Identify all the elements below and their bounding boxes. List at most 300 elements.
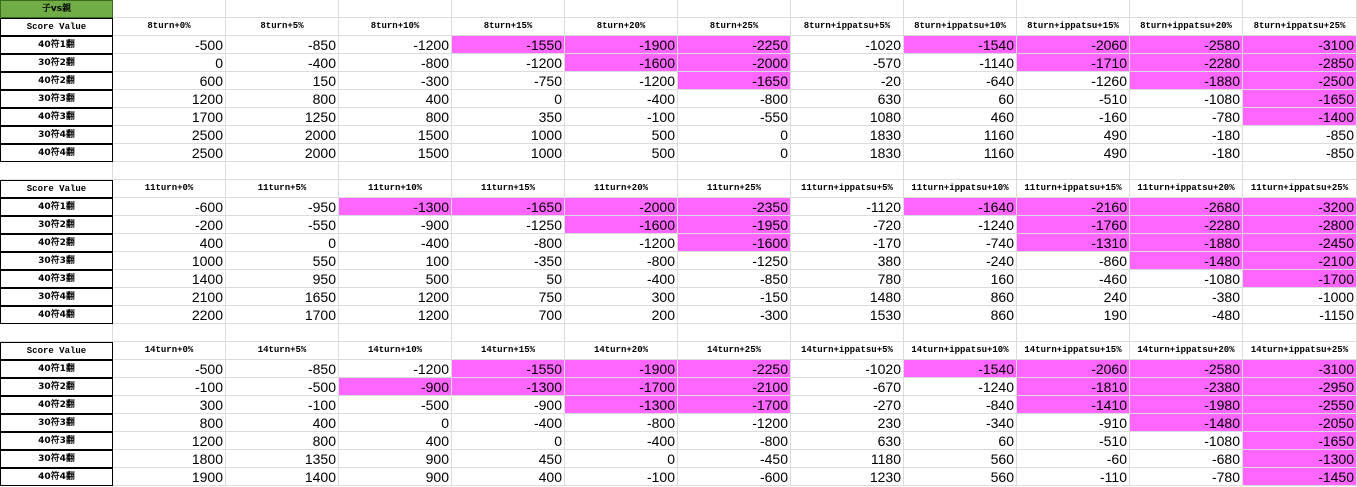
value-cell[interactable]: -1480	[1130, 252, 1243, 270]
value-cell[interactable]: 380	[791, 252, 904, 270]
value-cell[interactable]: 1530	[791, 306, 904, 324]
column-header: 8turn+20%	[565, 18, 678, 36]
value-cell[interactable]: -2350	[678, 198, 791, 216]
row-label: 40符1翻	[0, 198, 113, 216]
value-cell[interactable]: 1480	[791, 288, 904, 306]
value-cell[interactable]: -1450	[1243, 468, 1357, 486]
empty-cell[interactable]	[904, 324, 1017, 342]
value-cell[interactable]: -2000	[678, 54, 791, 72]
value-cell[interactable]: 0	[339, 414, 452, 432]
row-label: 40符1翻	[0, 36, 113, 54]
value-cell[interactable]: -2280	[1130, 216, 1243, 234]
value-cell[interactable]: 1800	[113, 450, 226, 468]
value-cell[interactable]: 1900	[113, 468, 226, 486]
value-cell[interactable]: 400	[339, 90, 452, 108]
value-cell[interactable]: -2050	[1243, 414, 1357, 432]
value-cell[interactable]: 1080	[791, 108, 904, 126]
column-header: 14turn+10%	[339, 342, 452, 360]
empty-cell[interactable]	[904, 162, 1017, 180]
value-cell[interactable]: -670	[791, 378, 904, 396]
value-cell[interactable]: 50	[452, 270, 565, 288]
value-cell[interactable]: -1400	[1243, 108, 1357, 126]
value-cell[interactable]: 1160	[904, 144, 1017, 162]
value-cell[interactable]: -780	[1130, 108, 1243, 126]
value-cell[interactable]: 1000	[113, 252, 226, 270]
value-cell[interactable]: 750	[452, 288, 565, 306]
value-cell[interactable]: -2500	[1243, 72, 1357, 90]
value-cell[interactable]: -800	[678, 90, 791, 108]
value-cell[interactable]: -1240	[904, 216, 1017, 234]
empty-cell[interactable]	[226, 324, 339, 342]
value-cell[interactable]: -100	[226, 396, 339, 414]
empty-cell[interactable]	[1243, 162, 1357, 180]
value-cell[interactable]: 1700	[113, 108, 226, 126]
value-cell[interactable]: 1000	[452, 126, 565, 144]
value-cell[interactable]: 560	[904, 450, 1017, 468]
value-cell[interactable]: -1650	[1243, 432, 1357, 450]
value-cell[interactable]: 1500	[339, 144, 452, 162]
value-cell[interactable]: -900	[339, 216, 452, 234]
value-cell[interactable]: -1700	[565, 378, 678, 396]
column-header: 8turn+ippatsu+10%	[904, 18, 1017, 36]
empty-cell[interactable]	[226, 162, 339, 180]
value-cell[interactable]: -900	[339, 378, 452, 396]
row-label: 40符2翻	[0, 72, 113, 90]
value-cell[interactable]: -1080	[1130, 432, 1243, 450]
value-cell[interactable]: -150	[678, 288, 791, 306]
row-label: 40符2翻	[0, 396, 113, 414]
value-cell[interactable]: -1250	[678, 252, 791, 270]
value-cell[interactable]: 2000	[226, 144, 339, 162]
empty-cell[interactable]	[904, 0, 1017, 18]
empty-cell[interactable]	[1130, 0, 1243, 18]
value-cell[interactable]: 1200	[339, 306, 452, 324]
value-cell[interactable]: -480	[1130, 306, 1243, 324]
value-cell[interactable]: -400	[226, 54, 339, 72]
value-cell[interactable]: 0	[226, 234, 339, 252]
value-cell[interactable]: -2060	[1017, 36, 1130, 54]
value-cell[interactable]: 1200	[339, 288, 452, 306]
value-cell[interactable]: -60	[1017, 450, 1130, 468]
value-cell[interactable]: -2580	[1130, 36, 1243, 54]
value-cell[interactable]: -2680	[1130, 198, 1243, 216]
column-header: 14turn+15%	[452, 342, 565, 360]
value-cell[interactable]: -1120	[791, 198, 904, 216]
value-cell[interactable]: -850	[1243, 126, 1357, 144]
value-cell[interactable]: -1700	[1243, 270, 1357, 288]
score-value-header: Score Value	[0, 180, 113, 198]
value-cell[interactable]: -3200	[1243, 198, 1357, 216]
value-cell[interactable]: 1700	[226, 306, 339, 324]
value-cell[interactable]: -1810	[1017, 378, 1130, 396]
value-cell[interactable]: -20	[791, 72, 904, 90]
column-header: 11turn+ippatsu+15%	[1017, 180, 1130, 198]
empty-cell[interactable]	[452, 162, 565, 180]
value-cell[interactable]: -2800	[1243, 216, 1357, 234]
value-cell[interactable]: -100	[113, 378, 226, 396]
empty-cell[interactable]	[565, 0, 678, 18]
row-label: 40符3翻	[0, 270, 113, 288]
value-cell[interactable]: -400	[565, 432, 678, 450]
value-cell[interactable]: 800	[226, 90, 339, 108]
value-cell[interactable]: -1600	[678, 234, 791, 252]
value-cell[interactable]: -270	[791, 396, 904, 414]
value-cell[interactable]: -200	[113, 216, 226, 234]
value-cell[interactable]: -1260	[1017, 72, 1130, 90]
row-label: 30符2翻	[0, 378, 113, 396]
value-cell[interactable]: 1160	[904, 126, 1017, 144]
sheet-title: 子vs親	[0, 0, 113, 18]
value-cell[interactable]: -2550	[1243, 396, 1357, 414]
empty-cell[interactable]	[1243, 324, 1357, 342]
value-cell[interactable]: -1080	[1130, 270, 1243, 288]
empty-cell[interactable]	[678, 162, 791, 180]
value-cell[interactable]: -1020	[791, 36, 904, 54]
value-cell[interactable]: -1200	[339, 36, 452, 54]
value-cell[interactable]: 1400	[226, 468, 339, 486]
value-cell[interactable]: 500	[565, 144, 678, 162]
value-cell[interactable]: 780	[791, 270, 904, 288]
value-cell[interactable]: 700	[452, 306, 565, 324]
value-cell[interactable]: -2000	[565, 198, 678, 216]
value-cell[interactable]: -1640	[904, 198, 1017, 216]
column-header: 14turn+ippatsu+10%	[904, 342, 1017, 360]
value-cell[interactable]: 900	[339, 468, 452, 486]
value-cell[interactable]: -1000	[1243, 288, 1357, 306]
value-cell[interactable]: 2200	[113, 306, 226, 324]
value-cell[interactable]: 2500	[113, 144, 226, 162]
value-cell[interactable]: -500	[226, 378, 339, 396]
value-cell[interactable]: -600	[678, 468, 791, 486]
value-cell[interactable]: 950	[226, 270, 339, 288]
row-label: 30符3翻	[0, 90, 113, 108]
value-cell[interactable]: 150	[226, 72, 339, 90]
value-cell[interactable]: -1310	[1017, 234, 1130, 252]
value-cell[interactable]: -2450	[1243, 234, 1357, 252]
value-cell[interactable]: -400	[565, 90, 678, 108]
value-cell[interactable]: 1350	[226, 450, 339, 468]
value-cell[interactable]: -2950	[1243, 378, 1357, 396]
value-cell[interactable]: 1830	[791, 126, 904, 144]
empty-cell[interactable]	[565, 162, 678, 180]
value-cell[interactable]: 400	[113, 234, 226, 252]
value-cell[interactable]: -2280	[1130, 54, 1243, 72]
value-cell[interactable]: -1710	[1017, 54, 1130, 72]
value-cell[interactable]: -800	[678, 432, 791, 450]
value-cell[interactable]: -1900	[565, 36, 678, 54]
value-cell[interactable]: -2160	[1017, 198, 1130, 216]
value-cell[interactable]: -2850	[1243, 54, 1357, 72]
column-header: 8turn+ippatsu+25%	[1243, 18, 1357, 36]
row-label: 40符4翻	[0, 306, 113, 324]
value-cell[interactable]: 490	[1017, 126, 1130, 144]
value-cell[interactable]: 560	[904, 468, 1017, 486]
value-cell[interactable]: 2100	[113, 288, 226, 306]
value-cell[interactable]: 190	[1017, 306, 1130, 324]
column-header: 11turn+20%	[565, 180, 678, 198]
empty-cell[interactable]	[452, 324, 565, 342]
value-cell[interactable]: 400	[226, 414, 339, 432]
value-cell[interactable]: -570	[791, 54, 904, 72]
value-cell[interactable]: -510	[1017, 432, 1130, 450]
value-cell[interactable]: -400	[339, 234, 452, 252]
value-cell[interactable]: -460	[1017, 270, 1130, 288]
column-header: 8turn+ippatsu+15%	[1017, 18, 1130, 36]
value-cell[interactable]: -510	[1017, 90, 1130, 108]
column-header: 11turn+5%	[226, 180, 339, 198]
value-cell[interactable]: 60	[904, 432, 1017, 450]
value-cell[interactable]: -1550	[452, 360, 565, 378]
value-cell[interactable]: 490	[1017, 144, 1130, 162]
empty-cell[interactable]	[678, 324, 791, 342]
value-cell[interactable]: -1980	[1130, 396, 1243, 414]
value-cell[interactable]: -160	[1017, 108, 1130, 126]
value-cell[interactable]: -300	[339, 72, 452, 90]
value-cell[interactable]: 230	[791, 414, 904, 432]
value-cell[interactable]: -780	[1130, 468, 1243, 486]
value-cell[interactable]: 0	[113, 54, 226, 72]
value-cell[interactable]: -640	[904, 72, 1017, 90]
value-cell[interactable]: -1020	[791, 360, 904, 378]
empty-cell[interactable]	[0, 162, 113, 180]
value-cell[interactable]: -1650	[678, 72, 791, 90]
value-cell[interactable]: 350	[452, 108, 565, 126]
value-cell[interactable]: -1300	[452, 378, 565, 396]
value-cell[interactable]: -350	[452, 252, 565, 270]
row-label: 40符3翻	[0, 108, 113, 126]
value-cell[interactable]: -500	[339, 396, 452, 414]
column-header: 8turn+15%	[452, 18, 565, 36]
value-cell[interactable]: -110	[1017, 468, 1130, 486]
value-cell[interactable]: -800	[565, 252, 678, 270]
value-cell[interactable]: 550	[226, 252, 339, 270]
value-cell[interactable]: 0	[678, 144, 791, 162]
value-cell[interactable]: -400	[565, 270, 678, 288]
value-cell[interactable]: 1230	[791, 468, 904, 486]
empty-cell[interactable]	[226, 0, 339, 18]
value-cell[interactable]: -300	[678, 306, 791, 324]
value-cell[interactable]: -1550	[452, 36, 565, 54]
empty-cell[interactable]	[1017, 0, 1130, 18]
value-cell[interactable]: 60	[904, 90, 1017, 108]
value-cell[interactable]: -720	[791, 216, 904, 234]
value-cell[interactable]: -950	[226, 198, 339, 216]
value-cell[interactable]: -680	[1130, 450, 1243, 468]
empty-cell[interactable]	[791, 324, 904, 342]
value-cell[interactable]: 300	[565, 288, 678, 306]
column-header: 11turn+15%	[452, 180, 565, 198]
row-label: 30符2翻	[0, 54, 113, 72]
value-cell[interactable]: -750	[452, 72, 565, 90]
column-header: 11turn+0%	[113, 180, 226, 198]
column-header: 14turn+5%	[226, 342, 339, 360]
value-cell[interactable]: -1650	[452, 198, 565, 216]
value-cell[interactable]: -3100	[1243, 360, 1357, 378]
value-cell[interactable]: -2380	[1130, 378, 1243, 396]
value-cell[interactable]: 1650	[226, 288, 339, 306]
value-cell[interactable]: -1200	[565, 72, 678, 90]
column-header: 14turn+ippatsu+15%	[1017, 342, 1130, 360]
value-cell[interactable]: -1540	[904, 360, 1017, 378]
empty-cell[interactable]	[0, 324, 113, 342]
value-cell[interactable]: 1000	[452, 144, 565, 162]
value-cell[interactable]: -850	[1243, 144, 1357, 162]
value-cell[interactable]: -1200	[678, 414, 791, 432]
empty-cell[interactable]	[1243, 0, 1357, 18]
value-cell[interactable]: 1180	[791, 450, 904, 468]
value-cell[interactable]: 2500	[113, 126, 226, 144]
value-cell[interactable]: 500	[565, 126, 678, 144]
value-cell[interactable]: 300	[113, 396, 226, 414]
value-cell[interactable]: -850	[678, 270, 791, 288]
value-cell[interactable]: 2000	[226, 126, 339, 144]
empty-cell[interactable]	[113, 0, 226, 18]
value-cell[interactable]: -1880	[1130, 234, 1243, 252]
value-cell[interactable]: 0	[452, 432, 565, 450]
column-header: 14turn+ippatsu+20%	[1130, 342, 1243, 360]
value-cell[interactable]: 0	[452, 90, 565, 108]
value-cell[interactable]: 400	[452, 468, 565, 486]
value-cell[interactable]: -1700	[678, 396, 791, 414]
empty-cell[interactable]	[1017, 162, 1130, 180]
value-cell[interactable]: -500	[113, 36, 226, 54]
empty-cell[interactable]	[113, 162, 226, 180]
empty-cell[interactable]	[1130, 162, 1243, 180]
value-cell[interactable]: -1540	[904, 36, 1017, 54]
value-cell[interactable]: -1200	[339, 360, 452, 378]
value-cell[interactable]: -850	[226, 360, 339, 378]
value-cell[interactable]: -2060	[1017, 360, 1130, 378]
empty-cell[interactable]	[678, 0, 791, 18]
value-cell[interactable]: -1880	[1130, 72, 1243, 90]
value-cell[interactable]: -380	[1130, 288, 1243, 306]
empty-cell[interactable]	[339, 0, 452, 18]
value-cell[interactable]: -240	[904, 252, 1017, 270]
value-cell[interactable]: 1200	[113, 90, 226, 108]
value-cell[interactable]: -100	[565, 468, 678, 486]
empty-cell[interactable]	[1017, 324, 1130, 342]
value-cell[interactable]: -1650	[1243, 90, 1357, 108]
value-cell[interactable]: 450	[452, 450, 565, 468]
value-cell[interactable]: 460	[904, 108, 1017, 126]
value-cell[interactable]: -800	[339, 54, 452, 72]
value-cell[interactable]: 0	[678, 126, 791, 144]
empty-cell[interactable]	[791, 162, 904, 180]
value-cell[interactable]: -500	[113, 360, 226, 378]
value-cell[interactable]: -1140	[904, 54, 1017, 72]
value-cell[interactable]: 160	[904, 270, 1017, 288]
value-cell[interactable]: -1200	[565, 234, 678, 252]
value-cell[interactable]: -1150	[1243, 306, 1357, 324]
value-cell[interactable]: 800	[339, 108, 452, 126]
value-cell[interactable]: 240	[1017, 288, 1130, 306]
value-cell[interactable]: 800	[226, 432, 339, 450]
value-cell[interactable]: -1080	[1130, 90, 1243, 108]
column-header: 14turn+0%	[113, 342, 226, 360]
value-cell[interactable]: -1480	[1130, 414, 1243, 432]
value-cell[interactable]: -170	[791, 234, 904, 252]
value-cell[interactable]: 600	[113, 72, 226, 90]
value-cell[interactable]: -100	[565, 108, 678, 126]
empty-cell[interactable]	[113, 324, 226, 342]
value-cell[interactable]: -1950	[678, 216, 791, 234]
value-cell[interactable]: -1240	[904, 378, 1017, 396]
value-cell[interactable]: -900	[452, 396, 565, 414]
value-cell[interactable]: -340	[904, 414, 1017, 432]
row-label: 40符4翻	[0, 468, 113, 486]
empty-cell[interactable]	[452, 0, 565, 18]
value-cell[interactable]: -1410	[1017, 396, 1130, 414]
value-cell[interactable]: 630	[791, 432, 904, 450]
empty-cell[interactable]	[565, 324, 678, 342]
value-cell[interactable]: -1300	[1243, 450, 1357, 468]
score-value-header: Score Value	[0, 342, 113, 360]
column-header: 8turn+25%	[678, 18, 791, 36]
value-cell[interactable]: 400	[339, 432, 452, 450]
value-cell[interactable]: -400	[452, 414, 565, 432]
value-cell[interactable]: 1500	[339, 126, 452, 144]
value-cell[interactable]: -450	[678, 450, 791, 468]
value-cell[interactable]: -180	[1130, 126, 1243, 144]
value-cell[interactable]: 900	[339, 450, 452, 468]
empty-cell[interactable]	[1130, 324, 1243, 342]
value-cell[interactable]: 1250	[226, 108, 339, 126]
empty-cell[interactable]	[339, 324, 452, 342]
value-cell[interactable]: -1300	[565, 396, 678, 414]
value-cell[interactable]: 100	[339, 252, 452, 270]
empty-cell[interactable]	[339, 162, 452, 180]
value-cell[interactable]: 800	[113, 414, 226, 432]
value-cell[interactable]: -2580	[1130, 360, 1243, 378]
value-cell[interactable]: -1200	[452, 54, 565, 72]
value-cell[interactable]: -800	[452, 234, 565, 252]
value-cell[interactable]: -1900	[565, 360, 678, 378]
value-cell[interactable]: 0	[565, 450, 678, 468]
value-cell[interactable]: 500	[339, 270, 452, 288]
column-header: 11turn+10%	[339, 180, 452, 198]
value-cell[interactable]: -2100	[678, 378, 791, 396]
value-cell[interactable]: -1300	[339, 198, 452, 216]
value-cell[interactable]: -740	[904, 234, 1017, 252]
value-cell[interactable]: 200	[565, 306, 678, 324]
value-cell[interactable]: -550	[226, 216, 339, 234]
value-cell[interactable]: 630	[791, 90, 904, 108]
value-cell[interactable]: -1600	[565, 54, 678, 72]
column-header: 11turn+25%	[678, 180, 791, 198]
empty-cell[interactable]	[791, 0, 904, 18]
value-cell[interactable]: -840	[904, 396, 1017, 414]
value-cell[interactable]: 1830	[791, 144, 904, 162]
value-cell[interactable]: -2100	[1243, 252, 1357, 270]
value-cell[interactable]: -1600	[565, 216, 678, 234]
value-cell[interactable]: -800	[565, 414, 678, 432]
value-cell[interactable]: 860	[904, 288, 1017, 306]
value-cell[interactable]: 860	[904, 306, 1017, 324]
value-cell[interactable]: -180	[1130, 144, 1243, 162]
value-cell[interactable]: -1250	[452, 216, 565, 234]
value-cell[interactable]: 1200	[113, 432, 226, 450]
value-cell[interactable]: -910	[1017, 414, 1130, 432]
value-cell[interactable]: -550	[678, 108, 791, 126]
value-cell[interactable]: -600	[113, 198, 226, 216]
value-cell[interactable]: -1760	[1017, 216, 1130, 234]
value-cell[interactable]: -3100	[1243, 36, 1357, 54]
value-cell[interactable]: 1400	[113, 270, 226, 288]
value-cell[interactable]: -860	[1017, 252, 1130, 270]
value-cell[interactable]: -2250	[678, 360, 791, 378]
value-cell[interactable]: -850	[226, 36, 339, 54]
value-cell[interactable]: -2250	[678, 36, 791, 54]
